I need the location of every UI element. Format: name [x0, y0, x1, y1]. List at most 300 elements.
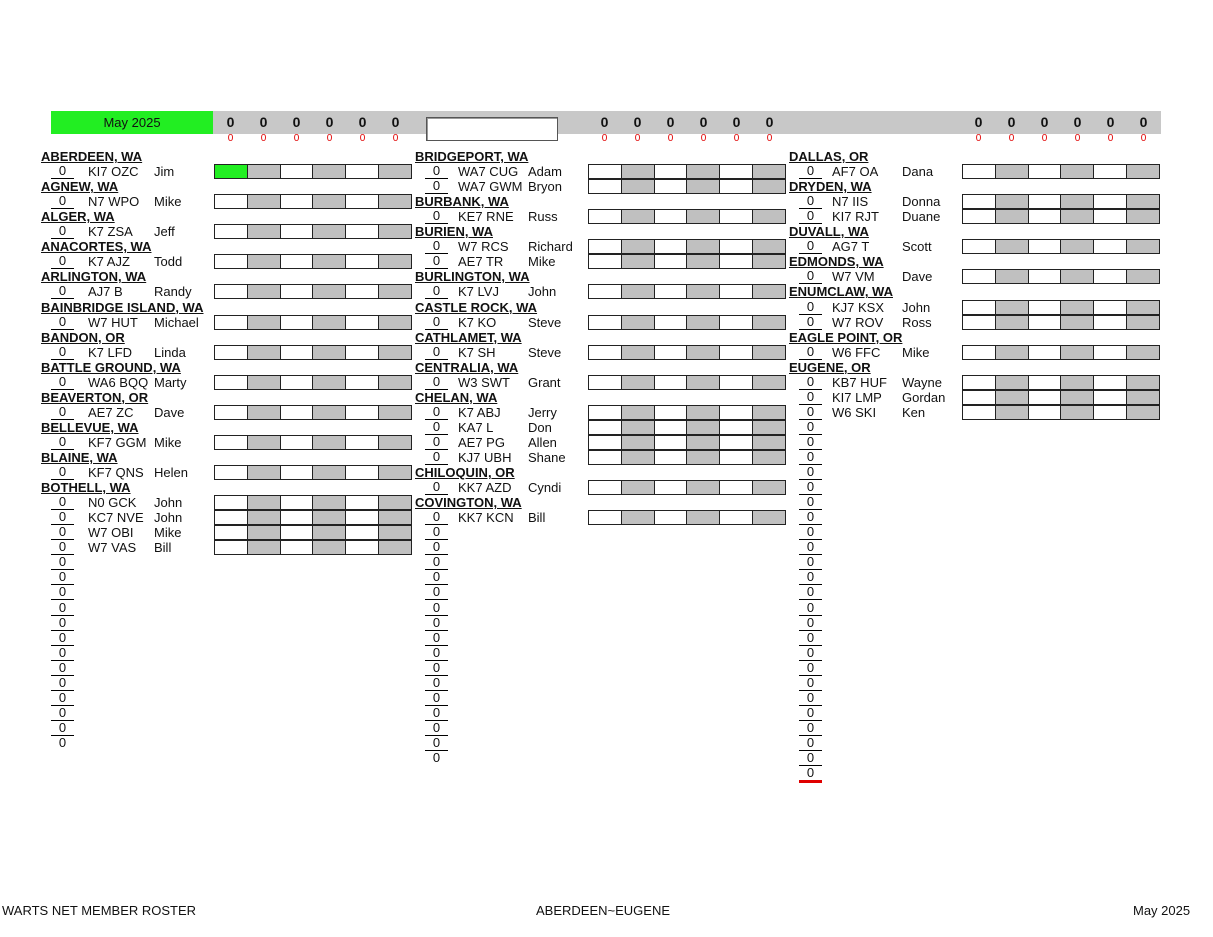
attendance-cell[interactable] — [720, 255, 753, 268]
attendance-cell[interactable] — [313, 195, 346, 208]
attendance-cell[interactable] — [215, 255, 248, 268]
attendance-cell[interactable] — [720, 316, 753, 329]
attendance-cell[interactable] — [248, 541, 281, 554]
attendance-cell[interactable] — [281, 195, 314, 208]
attendance-cell[interactable] — [655, 376, 688, 389]
attendance-cell[interactable] — [687, 165, 720, 178]
attendance-cell[interactable] — [996, 240, 1029, 253]
attendance-cell[interactable] — [1094, 316, 1127, 329]
attendance-cell[interactable] — [589, 481, 622, 494]
attendance-cell[interactable] — [1029, 316, 1062, 329]
attendance-cell[interactable] — [589, 436, 622, 449]
attendance-cell[interactable] — [379, 346, 411, 359]
period-total: 0 — [699, 114, 708, 130]
attendance-cell[interactable] — [215, 466, 248, 479]
attendance-cell[interactable] — [1127, 376, 1159, 389]
attendance-cell[interactable] — [720, 436, 753, 449]
city-heading: BATTLE GROUND, WA — [41, 359, 181, 375]
check-in-count: 0 — [799, 631, 822, 646]
attendance-row — [588, 510, 786, 525]
attendance-cell[interactable] — [248, 195, 281, 208]
callsign: KI7 RJT — [832, 209, 879, 225]
check-in-count: 0 — [425, 435, 448, 450]
attendance-cell[interactable] — [379, 541, 411, 554]
attendance-cell[interactable] — [281, 225, 314, 238]
attendance-cell[interactable] — [215, 195, 248, 208]
city-heading: ALGER, WA — [41, 209, 115, 225]
attendance-cell[interactable] — [589, 165, 622, 178]
attendance-cell[interactable] — [1127, 406, 1159, 419]
attendance-cell[interactable] — [281, 285, 314, 298]
period-total: 0 — [1073, 114, 1082, 130]
attendance-cell[interactable] — [215, 436, 248, 449]
attendance-cell[interactable] — [996, 391, 1029, 404]
attendance-cell[interactable] — [379, 376, 411, 389]
attendance-cell[interactable] — [215, 511, 248, 524]
attendance-cell[interactable] — [313, 285, 346, 298]
attendance-cell[interactable] — [281, 255, 314, 268]
attendance-cell[interactable] — [1127, 270, 1159, 283]
attendance-cell[interactable] — [589, 451, 622, 464]
attendance-row — [588, 209, 786, 224]
attendance-cell[interactable] — [753, 421, 785, 434]
attendance-cell[interactable] — [248, 466, 281, 479]
city-heading: BELLEVUE, WA — [41, 419, 139, 435]
check-in-count: 0 — [799, 450, 822, 465]
attendance-row — [214, 375, 412, 390]
attendance-cell[interactable] — [1061, 376, 1094, 389]
period-subtotal: 0 — [667, 133, 674, 144]
attendance-cell[interactable] — [346, 285, 379, 298]
attendance-cell[interactable] — [1029, 240, 1062, 253]
attendance-cell[interactable] — [248, 406, 281, 419]
attendance-cell[interactable] — [655, 346, 688, 359]
attendance-cell[interactable] — [622, 421, 655, 434]
attendance-cell[interactable] — [753, 240, 785, 253]
attendance-cell[interactable] — [379, 511, 411, 524]
attendance-cell[interactable] — [1094, 210, 1127, 223]
attendance-row — [214, 510, 412, 525]
attendance-cell[interactable] — [687, 406, 720, 419]
attendance-cell[interactable] — [379, 165, 411, 178]
attendance-cell[interactable] — [281, 496, 314, 509]
attendance-cell[interactable] — [687, 421, 720, 434]
attendance-cell[interactable] — [589, 421, 622, 434]
attendance-cell[interactable] — [589, 511, 622, 524]
period-subtotal: 0 — [260, 133, 267, 144]
attendance-cell[interactable] — [720, 285, 753, 298]
attendance-cell[interactable] — [963, 346, 996, 359]
callsign: KK7 KCN — [458, 510, 514, 526]
attendance-cell[interactable] — [215, 316, 248, 329]
attendance-cell[interactable] — [687, 285, 720, 298]
attendance-cell[interactable] — [379, 466, 411, 479]
attendance-cell[interactable] — [720, 165, 753, 178]
period-total: 0 — [226, 114, 235, 130]
search-input[interactable] — [426, 117, 558, 141]
attendance-cell[interactable] — [1061, 210, 1094, 223]
attendance-cell[interactable] — [996, 301, 1029, 314]
attendance-cell[interactable] — [655, 180, 688, 193]
attendance-cell[interactable] — [622, 376, 655, 389]
attendance-row — [588, 405, 786, 420]
attendance-cell[interactable] — [1029, 301, 1062, 314]
attendance-cell[interactable] — [215, 541, 248, 554]
attendance-cell[interactable] — [1127, 301, 1159, 314]
attendance-cell[interactable] — [1094, 406, 1127, 419]
attendance-cell[interactable] — [687, 481, 720, 494]
attendance-cell[interactable] — [687, 511, 720, 524]
attendance-cell[interactable] — [1029, 270, 1062, 283]
attendance-cell[interactable] — [1029, 195, 1062, 208]
attendance-cell[interactable] — [622, 451, 655, 464]
attendance-cell[interactable] — [1029, 346, 1062, 359]
attendance-cell[interactable] — [622, 210, 655, 223]
attendance-cell[interactable] — [1094, 270, 1127, 283]
attendance-cell[interactable] — [313, 165, 346, 178]
period-total: 0 — [358, 114, 367, 130]
member-name: Richard — [528, 239, 573, 255]
check-in-count: 0 — [425, 661, 448, 676]
attendance-cell[interactable] — [753, 481, 785, 494]
attendance-cell[interactable] — [215, 285, 248, 298]
period-subtotal: 0 — [1074, 133, 1081, 144]
attendance-cell[interactable] — [753, 346, 785, 359]
attendance-cell[interactable] — [379, 285, 411, 298]
check-in-count: 0 — [425, 345, 448, 360]
attendance-cell[interactable] — [215, 376, 248, 389]
attendance-cell[interactable] — [720, 180, 753, 193]
attendance-cell[interactable] — [589, 346, 622, 359]
attendance-cell[interactable] — [1094, 301, 1127, 314]
attendance-cell[interactable] — [996, 316, 1029, 329]
attendance-cell[interactable] — [622, 240, 655, 253]
attendance-cell[interactable] — [281, 541, 314, 554]
attendance-cell[interactable] — [379, 496, 411, 509]
attendance-cell[interactable] — [622, 165, 655, 178]
attendance-cell[interactable] — [1127, 316, 1159, 329]
attendance-cell[interactable] — [589, 285, 622, 298]
attendance-cell[interactable] — [996, 270, 1029, 283]
attendance-cell[interactable] — [215, 406, 248, 419]
attendance-cell[interactable] — [215, 526, 248, 539]
attendance-cell[interactable] — [1061, 195, 1094, 208]
attendance-cell[interactable] — [379, 406, 411, 419]
attendance-cell[interactable] — [655, 481, 688, 494]
attendance-cell[interactable] — [281, 436, 314, 449]
footer-range: ABERDEEN~EUGENE — [536, 903, 671, 918]
attendance-cell[interactable] — [379, 526, 411, 539]
city-heading: BOTHELL, WA — [41, 480, 131, 496]
attendance-cell[interactable] — [589, 180, 622, 193]
attendance-cell[interactable] — [248, 511, 281, 524]
attendance-cell[interactable] — [215, 165, 248, 178]
attendance-cell[interactable] — [379, 255, 411, 268]
attendance-cell[interactable] — [1094, 346, 1127, 359]
attendance-cell[interactable] — [687, 255, 720, 268]
attendance-cell[interactable] — [1127, 391, 1159, 404]
attendance-cell[interactable] — [1094, 391, 1127, 404]
attendance-cell[interactable] — [996, 210, 1029, 223]
attendance-cell[interactable] — [281, 511, 314, 524]
check-in-count: 0 — [425, 646, 448, 661]
attendance-cell[interactable] — [622, 346, 655, 359]
attendance-cell[interactable] — [1061, 316, 1094, 329]
attendance-cell[interactable] — [622, 436, 655, 449]
attendance-cell[interactable] — [687, 210, 720, 223]
attendance-cell[interactable] — [687, 240, 720, 253]
attendance-cell[interactable] — [1029, 391, 1062, 404]
attendance-cell[interactable] — [1029, 406, 1062, 419]
attendance-cell[interactable] — [996, 376, 1029, 389]
attendance-cell[interactable] — [1029, 210, 1062, 223]
attendance-row — [962, 194, 1160, 209]
attendance-cell[interactable] — [313, 316, 346, 329]
attendance-cell[interactable] — [753, 511, 785, 524]
attendance-cell[interactable] — [622, 406, 655, 419]
attendance-cell[interactable] — [655, 511, 688, 524]
attendance-cell[interactable] — [1061, 301, 1094, 314]
attendance-cell[interactable] — [655, 285, 688, 298]
attendance-cell[interactable] — [346, 541, 379, 554]
attendance-cell[interactable] — [346, 406, 379, 419]
callsign: KB7 HUF — [832, 374, 887, 390]
attendance-cell[interactable] — [963, 165, 996, 178]
attendance-cell[interactable] — [1061, 391, 1094, 404]
attendance-cell[interactable] — [655, 436, 688, 449]
attendance-cell[interactable] — [589, 316, 622, 329]
attendance-cell[interactable] — [720, 240, 753, 253]
attendance-row — [214, 224, 412, 239]
attendance-cell[interactable] — [720, 406, 753, 419]
attendance-cell[interactable] — [379, 316, 411, 329]
attendance-cell[interactable] — [313, 436, 346, 449]
attendance-cell[interactable] — [753, 451, 785, 464]
attendance-cell[interactable] — [720, 511, 753, 524]
attendance-cell[interactable] — [687, 346, 720, 359]
attendance-cell[interactable] — [281, 316, 314, 329]
check-in-count: 0 — [425, 450, 448, 465]
attendance-cell[interactable] — [1061, 240, 1094, 253]
attendance-cell[interactable] — [720, 451, 753, 464]
attendance-cell[interactable] — [1094, 165, 1127, 178]
attendance-cell[interactable] — [996, 346, 1029, 359]
attendance-cell[interactable] — [589, 376, 622, 389]
attendance-cell[interactable] — [753, 406, 785, 419]
period-total: 0 — [1139, 114, 1148, 130]
attendance-cell[interactable] — [963, 210, 996, 223]
attendance-cell[interactable] — [1127, 210, 1159, 223]
check-in-count: 0 — [425, 209, 448, 224]
attendance-cell[interactable] — [281, 526, 314, 539]
attendance-cell[interactable] — [655, 421, 688, 434]
attendance-cell[interactable] — [248, 285, 281, 298]
attendance-cell[interactable] — [622, 180, 655, 193]
attendance-cell[interactable] — [687, 451, 720, 464]
attendance-cell[interactable] — [753, 165, 785, 178]
period-subtotal: 0 — [766, 133, 773, 144]
attendance-cell[interactable] — [346, 316, 379, 329]
attendance-cell[interactable] — [963, 195, 996, 208]
member-name: Cyndi — [528, 480, 562, 496]
attendance-cell[interactable] — [248, 376, 281, 389]
attendance-cell[interactable] — [963, 301, 996, 314]
attendance-cell[interactable] — [996, 165, 1029, 178]
attendance-cell[interactable] — [281, 466, 314, 479]
attendance-cell[interactable] — [655, 406, 688, 419]
callsign: KK7 AZD — [458, 480, 512, 496]
attendance-cell[interactable] — [589, 210, 622, 223]
attendance-cell[interactable] — [281, 406, 314, 419]
attendance-row — [214, 540, 412, 555]
callsign: K7 AJZ — [88, 254, 130, 270]
attendance-cell[interactable] — [753, 210, 785, 223]
attendance-cell[interactable] — [963, 391, 996, 404]
attendance-cell[interactable] — [313, 376, 346, 389]
attendance-cell[interactable] — [589, 240, 622, 253]
footer-date: May 2025 — [1133, 903, 1191, 918]
attendance-cell[interactable] — [720, 210, 753, 223]
attendance-cell[interactable] — [622, 511, 655, 524]
callsign: W7 VM — [832, 269, 875, 285]
attendance-cell[interactable] — [655, 451, 688, 464]
attendance-cell[interactable] — [1061, 270, 1094, 283]
attendance-cell[interactable] — [1029, 376, 1062, 389]
attendance-cell[interactable] — [1061, 346, 1094, 359]
attendance-cell[interactable] — [313, 526, 346, 539]
attendance-cell[interactable] — [346, 511, 379, 524]
attendance-cell[interactable] — [313, 255, 346, 268]
attendance-cell[interactable] — [589, 406, 622, 419]
attendance-cell[interactable] — [379, 225, 411, 238]
attendance-cell[interactable] — [346, 195, 379, 208]
attendance-cell[interactable] — [589, 255, 622, 268]
attendance-cell[interactable] — [215, 225, 248, 238]
attendance-cell[interactable] — [346, 496, 379, 509]
attendance-cell[interactable] — [346, 255, 379, 268]
attendance-cell[interactable] — [622, 481, 655, 494]
attendance-cell[interactable] — [655, 255, 688, 268]
attendance-cell[interactable] — [1127, 346, 1159, 359]
attendance-cell[interactable] — [687, 436, 720, 449]
attendance-cell[interactable] — [963, 240, 996, 253]
attendance-cell[interactable] — [248, 255, 281, 268]
attendance-cell[interactable] — [281, 376, 314, 389]
attendance-cell[interactable] — [622, 285, 655, 298]
attendance-cell[interactable] — [248, 496, 281, 509]
attendance-cell[interactable] — [655, 165, 688, 178]
period-total: 0 — [974, 114, 983, 130]
attendance-cell[interactable] — [313, 225, 346, 238]
attendance-cell[interactable] — [313, 511, 346, 524]
callsign: K7 KO — [458, 314, 497, 330]
attendance-cell[interactable] — [248, 436, 281, 449]
attendance-cell[interactable] — [248, 316, 281, 329]
attendance-cell[interactable] — [687, 180, 720, 193]
attendance-cell[interactable] — [622, 255, 655, 268]
attendance-cell[interactable] — [313, 346, 346, 359]
attendance-cell[interactable] — [1127, 195, 1159, 208]
attendance-cell[interactable] — [687, 316, 720, 329]
attendance-cell[interactable] — [248, 165, 281, 178]
attendance-cell[interactable] — [313, 466, 346, 479]
check-in-count: 0 — [425, 510, 448, 525]
attendance-cell[interactable] — [687, 376, 720, 389]
attendance-cell[interactable] — [753, 376, 785, 389]
attendance-cell[interactable] — [281, 165, 314, 178]
attendance-cell[interactable] — [1094, 240, 1127, 253]
attendance-cell[interactable] — [753, 285, 785, 298]
attendance-cell[interactable] — [753, 436, 785, 449]
check-in-count: 0 — [51, 601, 74, 616]
attendance-cell[interactable] — [379, 195, 411, 208]
attendance-cell[interactable] — [215, 496, 248, 509]
city-heading: BANDON, OR — [41, 329, 125, 345]
attendance-cell[interactable] — [346, 346, 379, 359]
check-in-count: 0 — [432, 750, 441, 765]
attendance-cell[interactable] — [963, 376, 996, 389]
attendance-cell[interactable] — [1094, 195, 1127, 208]
attendance-cell[interactable] — [753, 180, 785, 193]
attendance-cell[interactable] — [248, 225, 281, 238]
attendance-cell[interactable] — [655, 316, 688, 329]
attendance-cell[interactable] — [963, 406, 996, 419]
attendance-cell[interactable] — [346, 526, 379, 539]
callsign: KA7 L — [458, 419, 494, 435]
attendance-cell[interactable] — [720, 481, 753, 494]
attendance-cell[interactable] — [1127, 240, 1159, 253]
attendance-row — [588, 420, 786, 435]
attendance-cell[interactable] — [720, 346, 753, 359]
attendance-cell[interactable] — [996, 195, 1029, 208]
member-name: Bill — [528, 510, 546, 526]
attendance-cell[interactable] — [313, 496, 346, 509]
attendance-cell[interactable] — [1029, 165, 1062, 178]
attendance-cell[interactable] — [720, 376, 753, 389]
attendance-cell[interactable] — [346, 436, 379, 449]
attendance-cell[interactable] — [248, 526, 281, 539]
attendance-cell[interactable] — [753, 316, 785, 329]
attendance-cell[interactable] — [248, 346, 281, 359]
attendance-cell[interactable] — [313, 406, 346, 419]
attendance-cell[interactable] — [622, 316, 655, 329]
attendance-cell[interactable] — [655, 210, 688, 223]
attendance-cell[interactable] — [1127, 165, 1159, 178]
attendance-cell[interactable] — [655, 240, 688, 253]
attendance-cell[interactable] — [346, 376, 379, 389]
check-in-count: 0 — [425, 254, 448, 269]
attendance-cell[interactable] — [720, 421, 753, 434]
attendance-cell[interactable] — [346, 165, 379, 178]
check-in-count: 0 — [799, 495, 822, 510]
attendance-cell[interactable] — [313, 541, 346, 554]
attendance-cell[interactable] — [346, 225, 379, 238]
attendance-cell[interactable] — [963, 270, 996, 283]
attendance-cell[interactable] — [1061, 165, 1094, 178]
attendance-cell[interactable] — [215, 346, 248, 359]
attendance-cell[interactable] — [281, 346, 314, 359]
attendance-cell[interactable] — [963, 316, 996, 329]
attendance-cell[interactable] — [379, 436, 411, 449]
callsign: KC7 NVE — [88, 510, 144, 526]
attendance-cell[interactable] — [996, 406, 1029, 419]
check-in-count: 0 — [425, 631, 448, 646]
attendance-cell[interactable] — [753, 255, 785, 268]
attendance-cell[interactable] — [346, 466, 379, 479]
attendance-cell[interactable] — [1061, 406, 1094, 419]
attendance-cell[interactable] — [1094, 376, 1127, 389]
city-heading: CATHLAMET, WA — [415, 329, 522, 345]
